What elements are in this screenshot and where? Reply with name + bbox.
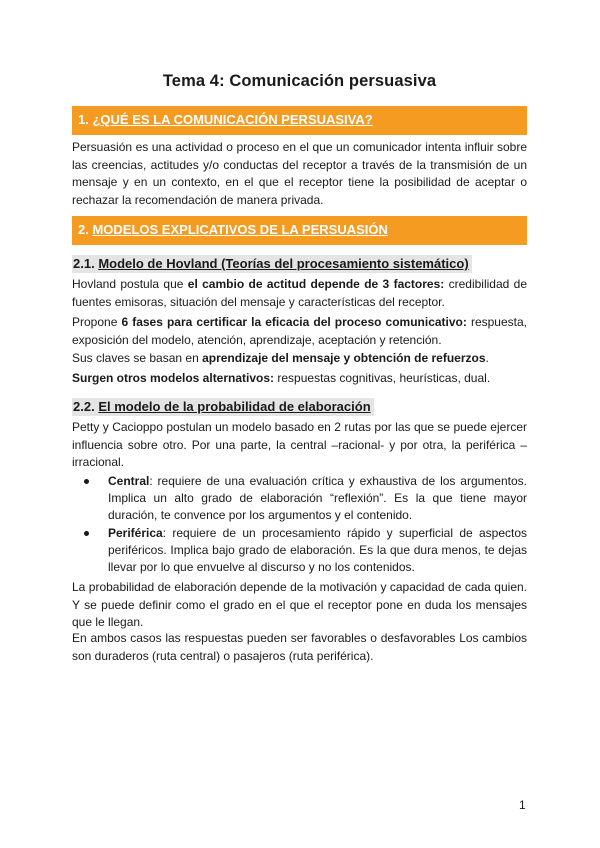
text-run: Hovland postula que bbox=[72, 277, 188, 291]
section-1-heading: ¿QUÉ ES LA COMUNICACIÓN PERSUASIVA? bbox=[92, 112, 373, 127]
bullet-term: Central bbox=[108, 474, 150, 488]
bold-text: el cambio de actitud depende de 3 factores: bbox=[187, 277, 445, 291]
hovland-paragraph-2 bbox=[72, 314, 527, 349]
closing-paragraph-2: En ambos casos las respuestas pueden ser favorables o desfavorables Los cambios son duraderos (ruta central) o pasajeros (ruta periférica). bbox=[72, 631, 527, 663]
bullet-dot-icon bbox=[84, 531, 89, 536]
bullet-item-periferica bbox=[108, 525, 527, 576]
subsection-2-1-heading bbox=[72, 255, 472, 273]
bold-text: 6 fases para certificar la eficacia del proceso comunicativo: bbox=[121, 315, 467, 329]
subsection-2-1-title: Modelo de Hovland (Teorías del procesamiento sistemático) bbox=[98, 256, 469, 271]
hovland-paragraph-4 bbox=[72, 370, 527, 388]
text-run: . bbox=[485, 351, 489, 365]
section-1-paragraph: Persuasión es una actividad o proceso en el que un comunicador intenta influir sobre las creencias, actitudes y/o conductas del receptor a través de la transmisión de un mensaje y en un contexto, en el que el receptor tiene la posibilidad de aceptar o rechazar la recomendación de manera privada. bbox=[72, 140, 527, 207]
subsection-2-2-title: El modelo de la probabilidad de elaboración bbox=[98, 399, 371, 414]
elaboration-intro-paragraph: Petty y Cacioppo postulan un modelo basado en 2 rutas por las que se puede ejercer influencia sobre otro. Por una parte, la central –racional- y por otra, la periférica –irracional. bbox=[72, 420, 527, 469]
page-number: 1 bbox=[519, 798, 526, 812]
text-run: Propone bbox=[72, 315, 122, 329]
section-2-heading: MODELOS EXPLICATIVOS DE LA PERSUASIÓN bbox=[92, 222, 388, 237]
subsection-2-2-number: 2.2. bbox=[73, 399, 95, 414]
text-run: respuesta, exposición del modelo, atención, aprendizaje, aceptación y retención. bbox=[72, 315, 527, 347]
text-run: Sus claves se basan en bbox=[72, 351, 203, 365]
bold-text: Surgen otros modelos alternativos: bbox=[72, 371, 275, 385]
section-1-banner bbox=[72, 106, 527, 135]
text-run: credibilidad de fuentes emisoras, situación del mensaje y características del receptor. bbox=[72, 277, 528, 309]
subsection-2-2-heading bbox=[72, 398, 374, 416]
page-title: Tema 4: Comunicación persuasiva bbox=[162, 72, 437, 90]
section-2-number: 2. bbox=[78, 222, 89, 237]
closing-paragraph-1: La probabilidad de elaboración depende de la motivación y capacidad de cada quien. Y se puede definir como el grado en el que el receptor pone en duda los mensajes que le llegan. bbox=[72, 580, 527, 629]
bold-text: aprendizaje del mensaje y obtención de refuerzos bbox=[202, 351, 486, 365]
bullet-text: : requiere de un procesamiento rápido y superficial de aspectos periféricos. Implica bajo grado de elaboración. Es la que dura menos, te dejas llevar por lo que envuelve al discurso y no los contenidos. bbox=[108, 526, 527, 574]
section-1-number: 1. bbox=[78, 112, 89, 127]
subsection-2-1-number: 2.1. bbox=[73, 256, 95, 271]
section-2-banner bbox=[72, 216, 527, 245]
text-run: respuestas cognitivas, heurísticas, dual. bbox=[274, 371, 491, 385]
bullet-text: : requiere de una evaluación crítica y exhaustiva de los argumentos. Implica un alto grado de elaboración “reflexión”. Es la que tiene mayor duración, te convence por los argumentos y el contenido. bbox=[108, 474, 527, 522]
hovland-paragraph-1 bbox=[72, 276, 527, 311]
bullet-dot-icon bbox=[84, 479, 89, 484]
hovland-paragraph-3 bbox=[72, 350, 527, 368]
bullet-item-central bbox=[108, 473, 527, 524]
bullet-term: Periférica bbox=[108, 526, 163, 540]
